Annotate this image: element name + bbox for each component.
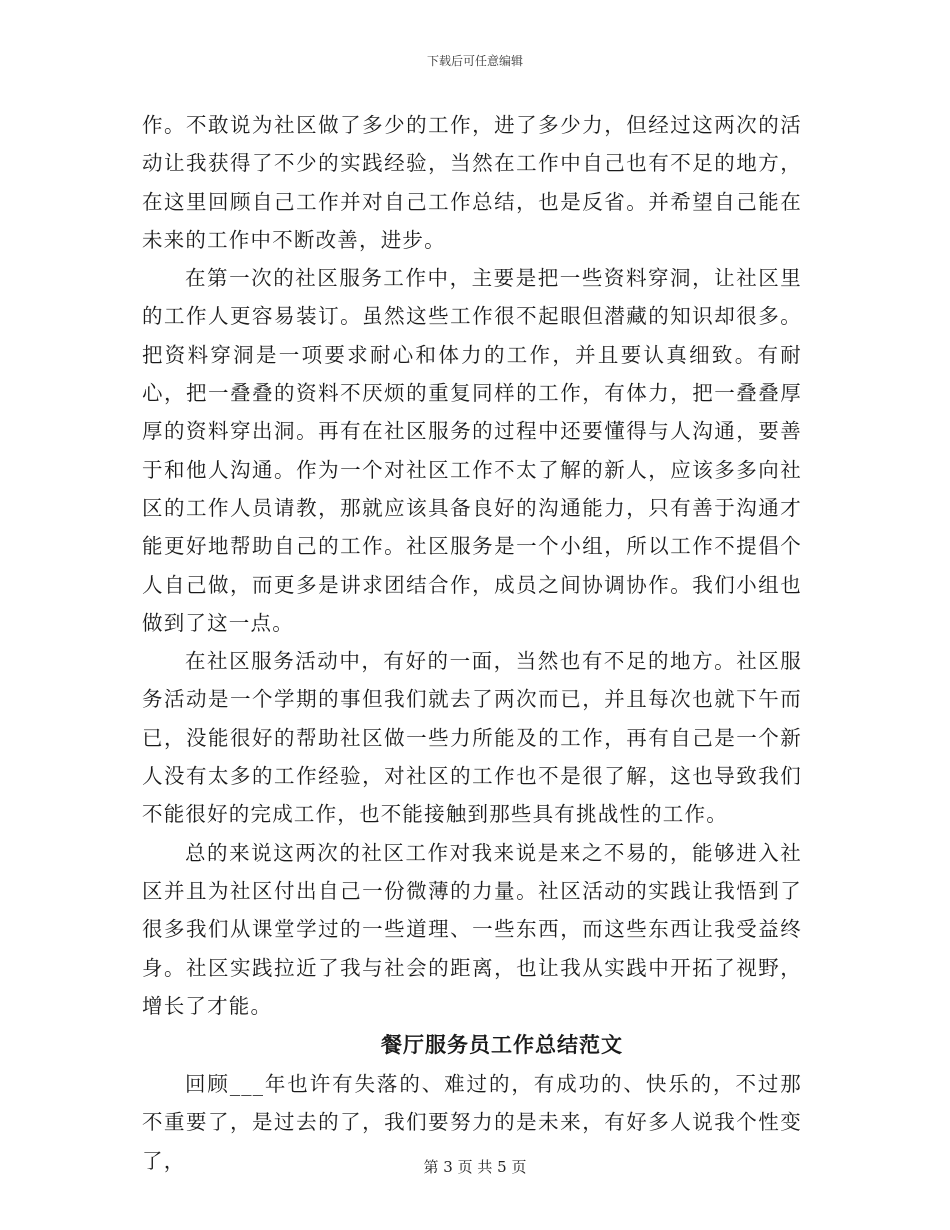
section-paragraph: 回顾___年也许有失落的、难过的，有成功的、快乐的，不过那不重要了，是过去的了，我们要努力的是未来，有好多人说我个性变了， [142,1072,802,1173]
paragraph-4: 总的来说这两次的社区工作对我来说是来之不易的，能够进入社区并且为社区付出自己一份微薄的力量。社区活动的实践让我悟到了很多我们从课堂学过的一些道理、一些东西，而这些东西让我受益终身。社区实践拉近了我与社会的距离，也让我从实践中开拓了视野，增长了才能。 [142,840,802,1018]
section-title: 餐厅服务员工作总结范文 [381,1033,623,1058]
page-footer: 第 3 页 共 5 页 [423,1158,527,1176]
page-header: 下载后可任意编辑 [426,54,523,68]
document-body [142,106,802,1180]
paragraph-2: 在第一次的社区服务工作中，主要是把一些资料穿洞，让社区里的工作人更容易装订。虽然这些工作很不起眼但潜藏的知识却很多。把资料穿洞是一项要求耐心和体力的工作，并且要认真细致。有耐心，把一叠叠的资料不厌烦的重复同样的工作，有体力，把一叠叠厚厚的资料穿出洞。再有在社区服务的过程中还要懂得与人沟通，要善于和他人沟通。作为一个对社区工作不太了解的新人，应该多多向社区的工作人员请教，那就应该具备良好的沟通能力，只有善于沟通才能更好地帮助自己的工作。社区服务是一个小组，所以工作不提倡个人自己做，而更多是讲求团结合作，成员之间协调协作。我们小组也做到了这一点。 [142,266,802,635]
paragraph-1: 作。不敢说为社区做了多少的工作，进了多少力，但经过这两次的活动让我获得了不少的实践经验，当然在工作中自己也有不足的地方，在这里回顾自己工作并对自己工作总结，也是反省。并希望自己能在未来的工作中不断改善，进步。 [142,113,802,252]
paragraph-3: 在社区服务活动中，有好的一面，当然也有不足的地方。社区服务活动是一个学期的事但我们就去了两次而已，并且每次也就下午而已，没能很好的帮助社区做一些力所能及的工作，再有自己是一个新人没有太多的工作经验，对社区的工作也不是很了解，这也导致我们不能很好的完成工作，也不能接触到那些具有挑战性的工作。 [142,649,802,827]
